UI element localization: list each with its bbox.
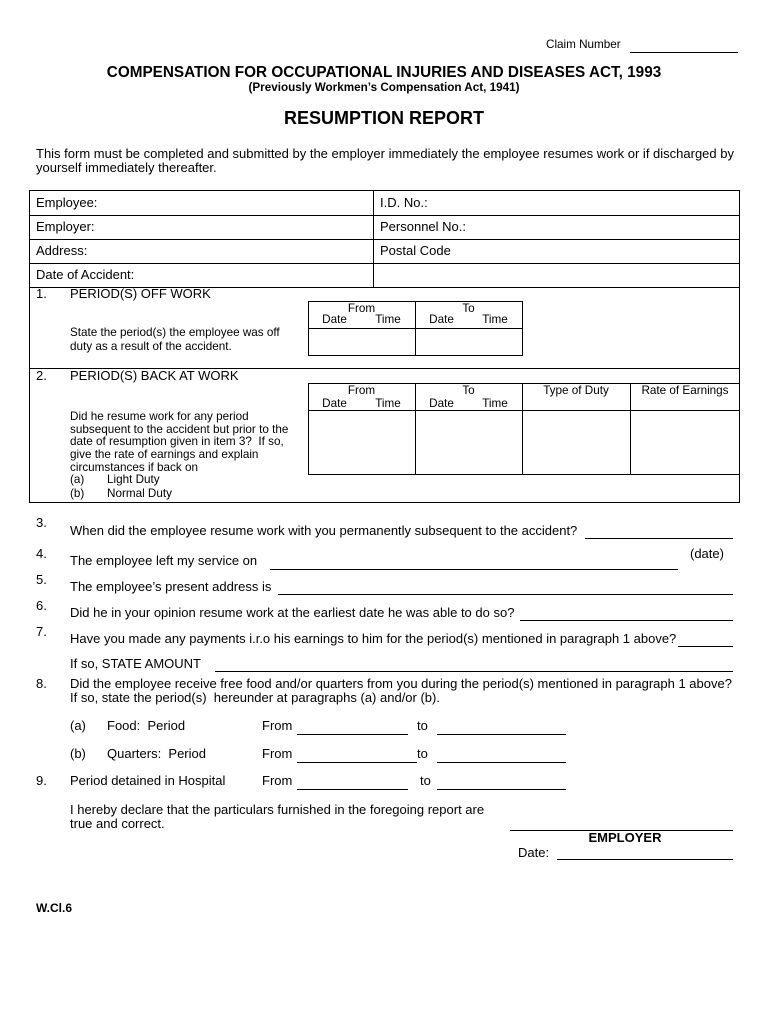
quarters-period-label: Quarters: Period <box>107 746 206 761</box>
off-work-to-header: To <box>462 302 475 315</box>
food-from-field[interactable] <box>297 721 408 735</box>
section-2-description-line: date of resumption given in item 3? If so, <box>70 435 284 448</box>
hospital-to-field[interactable] <box>437 776 566 790</box>
quarters-marker: (b) <box>70 746 86 761</box>
question-7-answer-field[interactable] <box>678 633 733 647</box>
hospital-to-label: to <box>420 773 431 788</box>
hospital-from-label: From <box>262 773 293 788</box>
back-at-work-from-cell[interactable] <box>309 411 415 474</box>
form-code: W.Cl.6 <box>36 901 73 915</box>
personnel-number-label: Personnel No.: <box>380 219 466 234</box>
light-duty-marker: (a) <box>70 473 85 486</box>
rate-of-earnings-header: Rate of Earnings <box>641 384 729 397</box>
amount-label: If so, STATE AMOUNT <box>70 656 201 671</box>
declaration-line: I hereby declare that the particulars furnished in the foregoing report are <box>70 802 485 817</box>
back-at-work-from-time-header: Time <box>375 397 401 410</box>
signature-date-field[interactable] <box>557 846 733 860</box>
back-at-work-to-time-header: Time <box>482 397 508 410</box>
section-2-description-line: give the rate of earnings and explain <box>70 448 259 461</box>
employer-label: Employer: <box>36 219 95 234</box>
off-work-from-cell[interactable] <box>309 329 415 355</box>
off-work-from-time-header: Time <box>375 313 401 326</box>
signature-date-label: Date: <box>518 845 550 860</box>
question-5-answer-field[interactable] <box>278 581 733 595</box>
question-5-text: The employee’s present address is <box>70 579 272 594</box>
claim-number-label: Claim Number <box>546 38 621 51</box>
back-at-work-to-header: To <box>462 384 475 397</box>
date-of-accident-field[interactable] <box>30 264 373 287</box>
postal-code-field[interactable] <box>374 240 739 263</box>
claim-number-field[interactable] <box>630 39 738 53</box>
id-number-field[interactable] <box>374 191 739 215</box>
employee-label: Employee: <box>36 195 98 210</box>
section-2-description-line: Did he resume work for any period <box>70 410 249 423</box>
employer-field[interactable] <box>30 216 373 239</box>
question-9-number: 9. <box>36 773 47 788</box>
act-title: COMPENSATION FOR OCCUPATIONAL INJURIES AND DISEASES ACT, 1993 <box>106 64 662 81</box>
off-work-to-date-header: Date <box>429 313 454 326</box>
postal-code-label: Postal Code <box>380 243 451 258</box>
question-8-text-line: Did the employee receive free food and/or quarters from you during the period(s) mentioned in paragraph 1 above? <box>70 676 732 691</box>
section-2-title: PERIOD(S) BACK AT WORK <box>70 368 239 383</box>
address-label: Address: <box>36 243 88 258</box>
off-work-to-time-header: Time <box>482 313 508 326</box>
question-4-number: 4. <box>36 546 47 561</box>
question-3-answer-field[interactable] <box>585 525 733 539</box>
off-work-to-cell[interactable] <box>416 329 522 355</box>
question-6-number: 6. <box>36 598 47 613</box>
question-7-text: Have you made any payments i.r.o his earnings to him for the period(s) mentioned in paragraph 1 above? <box>70 631 677 646</box>
report-title: RESUMPTION REPORT <box>283 108 484 128</box>
question-8-number: 8. <box>36 676 47 691</box>
date-of-accident-label: Date of Accident: <box>36 267 135 282</box>
hospital-from-field[interactable] <box>297 776 408 790</box>
back-at-work-to-cell[interactable] <box>416 411 522 474</box>
id-number-label: I.D. No.: <box>380 195 428 210</box>
section-1-description-line: duty as a result of the accident. <box>70 340 232 353</box>
light-duty-label: Light Duty <box>107 473 160 486</box>
blank-detail-cell[interactable] <box>374 264 739 287</box>
question-8-text-line: If so, state the period(s) hereunder at paragraphs (a) and/or (b). <box>70 690 440 705</box>
question-6-text: Did he in your opinion resume work at the earliest date he was able to do so? <box>70 605 515 620</box>
instructions-line-1: This form must be completed and submitted by the employer immediately the employee resumes work or if discharged by <box>36 146 734 161</box>
quarters-from-field[interactable] <box>297 749 417 763</box>
section-1-description-line: State the period(s) the employee was off <box>70 326 280 339</box>
type-of-duty-cell[interactable] <box>523 411 630 474</box>
question-4-date-hint: (date) <box>690 546 724 561</box>
food-from-label: From <box>262 718 293 733</box>
hospital-period-label: Period detained in Hospital <box>70 773 226 788</box>
back-at-work-from-date-header: Date <box>322 397 347 410</box>
personnel-number-field[interactable] <box>374 216 739 239</box>
food-marker: (a) <box>70 718 86 733</box>
employee-field[interactable] <box>30 191 373 215</box>
question-4-text: The employee left my service on <box>70 553 258 568</box>
section-2-description-line: circumstances if back on <box>70 461 198 474</box>
type-of-duty-header: Type of Duty <box>543 384 609 397</box>
normal-duty-marker: (b) <box>70 487 85 500</box>
food-to-label: to <box>417 718 428 733</box>
employer-signature-label: EMPLOYER <box>588 830 662 845</box>
question-6-answer-field[interactable] <box>520 607 733 621</box>
question-3-text: When did the employee resume work with you permanently subsequent to the accident? <box>70 523 578 538</box>
declaration-line: true and correct. <box>70 816 165 831</box>
back-at-work-to-date-header: Date <box>429 397 454 410</box>
section-1-title: PERIOD(S) OFF WORK <box>70 286 211 301</box>
instructions-line-2: yourself immediately thereafter. <box>36 160 217 175</box>
section-2-description-line: subsequent to the accident but prior to the <box>70 423 289 436</box>
amount-field[interactable] <box>215 658 733 672</box>
quarters-to-label: to <box>417 746 428 761</box>
rate-of-earnings-cell[interactable] <box>631 411 739 474</box>
section-2-number: 2. <box>36 368 47 383</box>
question-4-answer-field[interactable] <box>270 556 678 570</box>
normal-duty-label: Normal Duty <box>107 487 172 500</box>
act-subtitle: (Previously Workmen’s Compensation Act, 1941) <box>248 81 520 94</box>
off-work-from-date-header: Date <box>322 313 347 326</box>
employer-signature-field[interactable] <box>510 817 733 831</box>
question-3-number: 3. <box>36 515 47 530</box>
quarters-to-field[interactable] <box>437 749 566 763</box>
quarters-from-label: From <box>262 746 293 761</box>
food-to-field[interactable] <box>437 721 566 735</box>
off-work-from-header: From <box>347 302 376 315</box>
back-at-work-from-header: From <box>347 384 376 397</box>
address-field[interactable] <box>30 240 373 263</box>
question-5-number: 5. <box>36 572 47 587</box>
section-1-number: 1. <box>36 286 47 301</box>
food-period-label: Food: Period <box>107 718 186 733</box>
question-7-number: 7. <box>36 624 47 639</box>
